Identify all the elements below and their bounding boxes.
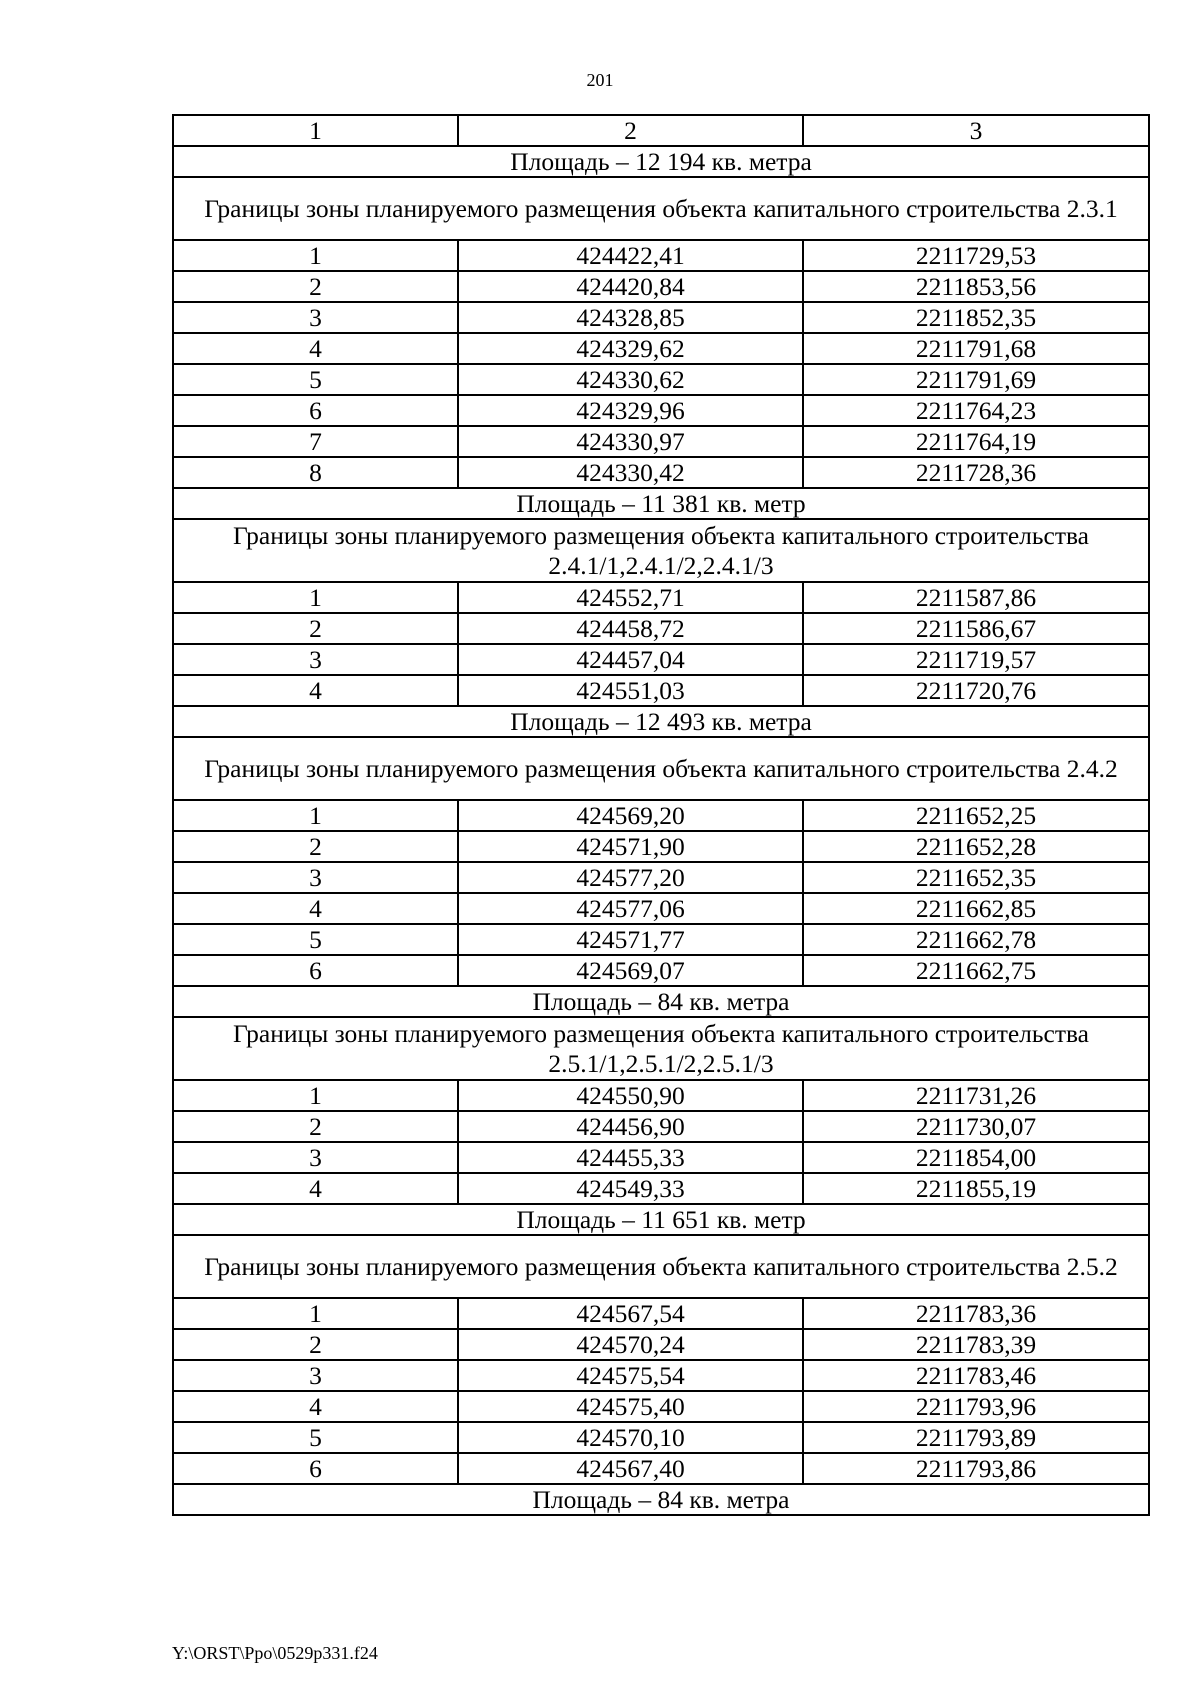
y-coordinate-cell: 2211662,78 bbox=[803, 924, 1149, 955]
table-row bbox=[173, 1360, 1149, 1391]
area-summary-row bbox=[173, 1204, 1149, 1235]
table-row bbox=[173, 302, 1149, 333]
point-number-cell: 2 bbox=[173, 271, 458, 302]
x-coordinate-cell: 424420,84 bbox=[458, 271, 803, 302]
point-number-cell: 7 bbox=[173, 426, 458, 457]
y-coordinate-cell: 2211793,86 bbox=[803, 1453, 1149, 1484]
point-number-cell: 2 bbox=[173, 831, 458, 862]
x-coordinate-cell: 424457,04 bbox=[458, 644, 803, 675]
table-row bbox=[173, 364, 1149, 395]
area-summary-row bbox=[173, 146, 1149, 177]
table-row bbox=[173, 831, 1149, 862]
point-number-cell: 4 bbox=[173, 675, 458, 706]
zone-title: Границы зоны планируемого размещения объекта капитального строительства 2.5.1/1,2.5.1/2,2.5.1/3 bbox=[173, 1017, 1149, 1080]
point-number-cell: 2 bbox=[173, 613, 458, 644]
y-coordinate-cell: 2211791,68 bbox=[803, 333, 1149, 364]
y-coordinate-cell: 2211783,46 bbox=[803, 1360, 1149, 1391]
point-number-cell: 3 bbox=[173, 862, 458, 893]
table-row bbox=[173, 1298, 1149, 1329]
x-coordinate-cell: 424458,72 bbox=[458, 613, 803, 644]
point-number-cell: 3 bbox=[173, 1142, 458, 1173]
x-coordinate-cell: 424567,54 bbox=[458, 1298, 803, 1329]
x-coordinate-cell: 424571,90 bbox=[458, 831, 803, 862]
point-number-cell: 6 bbox=[173, 955, 458, 986]
y-coordinate-cell: 2211852,35 bbox=[803, 302, 1149, 333]
zone-title: Границы зоны планируемого размещения объекта капитального строительства 2.4.1/1,2.4.1/2,2.4.1/3 bbox=[173, 519, 1149, 582]
area-summary-row bbox=[173, 986, 1149, 1017]
table-row bbox=[173, 240, 1149, 271]
area-summary: Площадь – 84 кв. метра bbox=[173, 1484, 1149, 1515]
point-number-cell: 4 bbox=[173, 1173, 458, 1204]
table-row bbox=[173, 955, 1149, 986]
point-number-cell: 8 bbox=[173, 457, 458, 488]
point-number-cell: 6 bbox=[173, 1453, 458, 1484]
y-coordinate-cell: 2211731,26 bbox=[803, 1080, 1149, 1111]
point-number-cell: 3 bbox=[173, 1360, 458, 1391]
table-row bbox=[173, 1422, 1149, 1453]
point-number-cell: 5 bbox=[173, 1422, 458, 1453]
page-number: 201 bbox=[586, 70, 614, 90]
x-coordinate-cell: 424549,33 bbox=[458, 1173, 803, 1204]
x-coordinate-cell: 424577,20 bbox=[458, 862, 803, 893]
point-number-cell: 3 bbox=[173, 302, 458, 333]
zone-title-row bbox=[173, 519, 1149, 582]
column-header-3: 3 bbox=[803, 115, 1149, 146]
point-number-cell: 1 bbox=[173, 240, 458, 271]
x-coordinate-cell: 424422,41 bbox=[458, 240, 803, 271]
y-coordinate-cell: 2211586,67 bbox=[803, 613, 1149, 644]
table-row bbox=[173, 1329, 1149, 1360]
table-row bbox=[173, 1453, 1149, 1484]
y-coordinate-cell: 2211652,25 bbox=[803, 800, 1149, 831]
y-coordinate-cell: 2211853,56 bbox=[803, 271, 1149, 302]
area-summary-row bbox=[173, 1484, 1149, 1515]
x-coordinate-cell: 424575,40 bbox=[458, 1391, 803, 1422]
x-coordinate-cell: 424551,03 bbox=[458, 675, 803, 706]
table-header-row bbox=[173, 115, 1149, 146]
x-coordinate-cell: 424330,62 bbox=[458, 364, 803, 395]
table-row bbox=[173, 1173, 1149, 1204]
point-number-cell: 4 bbox=[173, 333, 458, 364]
area-summary: Площадь – 11 381 кв. метр bbox=[173, 488, 1149, 519]
table-row bbox=[173, 457, 1149, 488]
table-row bbox=[173, 1080, 1149, 1111]
table-row bbox=[173, 924, 1149, 955]
point-number-cell: 5 bbox=[173, 924, 458, 955]
table-row bbox=[173, 395, 1149, 426]
x-coordinate-cell: 424456,90 bbox=[458, 1111, 803, 1142]
x-coordinate-cell: 424550,90 bbox=[458, 1080, 803, 1111]
area-summary: Площадь – 11 651 кв. метр bbox=[173, 1204, 1149, 1235]
area-summary: Площадь – 12 194 кв. метра bbox=[173, 146, 1149, 177]
table-row bbox=[173, 582, 1149, 613]
point-number-cell: 1 bbox=[173, 1080, 458, 1111]
table-row bbox=[173, 426, 1149, 457]
x-coordinate-cell: 424571,77 bbox=[458, 924, 803, 955]
y-coordinate-cell: 2211730,07 bbox=[803, 1111, 1149, 1142]
y-coordinate-cell: 2211587,86 bbox=[803, 582, 1149, 613]
y-coordinate-cell: 2211662,85 bbox=[803, 893, 1149, 924]
zone-title-row bbox=[173, 1235, 1149, 1298]
point-number-cell: 1 bbox=[173, 800, 458, 831]
table-row bbox=[173, 644, 1149, 675]
zone-title: Границы зоны планируемого размещения объекта капитального строительства 2.5.2 bbox=[173, 1235, 1149, 1298]
table-body bbox=[173, 146, 1149, 1515]
zone-title: Границы зоны планируемого размещения объекта капитального строительства 2.4.2 bbox=[173, 737, 1149, 800]
point-number-cell: 5 bbox=[173, 364, 458, 395]
y-coordinate-cell: 2211729,53 bbox=[803, 240, 1149, 271]
y-coordinate-cell: 2211652,28 bbox=[803, 831, 1149, 862]
area-summary: Площадь – 84 кв. метра bbox=[173, 986, 1149, 1017]
y-coordinate-cell: 2211855,19 bbox=[803, 1173, 1149, 1204]
x-coordinate-cell: 424329,96 bbox=[458, 395, 803, 426]
x-coordinate-cell: 424569,07 bbox=[458, 955, 803, 986]
x-coordinate-cell: 424455,33 bbox=[458, 1142, 803, 1173]
x-coordinate-cell: 424328,85 bbox=[458, 302, 803, 333]
y-coordinate-cell: 2211764,19 bbox=[803, 426, 1149, 457]
point-number-cell: 4 bbox=[173, 893, 458, 924]
x-coordinate-cell: 424552,71 bbox=[458, 582, 803, 613]
y-coordinate-cell: 2211854,00 bbox=[803, 1142, 1149, 1173]
file-path-footer: Y:\ORST\Ppo\0529p331.f24 bbox=[172, 1643, 378, 1663]
column-header-1: 1 bbox=[173, 115, 458, 146]
table-row bbox=[173, 893, 1149, 924]
x-coordinate-cell: 424569,20 bbox=[458, 800, 803, 831]
y-coordinate-cell: 2211728,36 bbox=[803, 457, 1149, 488]
y-coordinate-cell: 2211783,39 bbox=[803, 1329, 1149, 1360]
y-coordinate-cell: 2211719,57 bbox=[803, 644, 1149, 675]
y-coordinate-cell: 2211793,96 bbox=[803, 1391, 1149, 1422]
x-coordinate-cell: 424330,42 bbox=[458, 457, 803, 488]
table-row bbox=[173, 1142, 1149, 1173]
x-coordinate-cell: 424575,54 bbox=[458, 1360, 803, 1391]
point-number-cell: 1 bbox=[173, 1298, 458, 1329]
y-coordinate-cell: 2211793,89 bbox=[803, 1422, 1149, 1453]
table-row bbox=[173, 675, 1149, 706]
table-row bbox=[173, 271, 1149, 302]
y-coordinate-cell: 2211783,36 bbox=[803, 1298, 1149, 1329]
area-summary-row bbox=[173, 706, 1149, 737]
y-coordinate-cell: 2211720,76 bbox=[803, 675, 1149, 706]
area-summary-row bbox=[173, 488, 1149, 519]
table-row bbox=[173, 1111, 1149, 1142]
x-coordinate-cell: 424567,40 bbox=[458, 1453, 803, 1484]
point-number-cell: 4 bbox=[173, 1391, 458, 1422]
zone-title: Границы зоны планируемого размещения объекта капитального строительства 2.3.1 bbox=[173, 177, 1149, 240]
y-coordinate-cell: 2211764,23 bbox=[803, 395, 1149, 426]
zone-title-row bbox=[173, 737, 1149, 800]
area-summary: Площадь – 12 493 кв. метра bbox=[173, 706, 1149, 737]
point-number-cell: 6 bbox=[173, 395, 458, 426]
point-number-cell: 1 bbox=[173, 582, 458, 613]
x-coordinate-cell: 424570,24 bbox=[458, 1329, 803, 1360]
zone-title-row bbox=[173, 1017, 1149, 1080]
table-row bbox=[173, 862, 1149, 893]
table-row bbox=[173, 613, 1149, 644]
zone-title-row bbox=[173, 177, 1149, 240]
table-row bbox=[173, 1391, 1149, 1422]
x-coordinate-cell: 424329,62 bbox=[458, 333, 803, 364]
x-coordinate-cell: 424570,10 bbox=[458, 1422, 803, 1453]
y-coordinate-cell: 2211662,75 bbox=[803, 955, 1149, 986]
y-coordinate-cell: 2211652,35 bbox=[803, 862, 1149, 893]
point-number-cell: 2 bbox=[173, 1329, 458, 1360]
x-coordinate-cell: 424330,97 bbox=[458, 426, 803, 457]
x-coordinate-cell: 424577,06 bbox=[458, 893, 803, 924]
column-header-2: 2 bbox=[458, 115, 803, 146]
coordinates-table bbox=[172, 114, 1150, 1516]
point-number-cell: 3 bbox=[173, 644, 458, 675]
point-number-cell: 2 bbox=[173, 1111, 458, 1142]
y-coordinate-cell: 2211791,69 bbox=[803, 364, 1149, 395]
table-row bbox=[173, 800, 1149, 831]
table-row bbox=[173, 333, 1149, 364]
